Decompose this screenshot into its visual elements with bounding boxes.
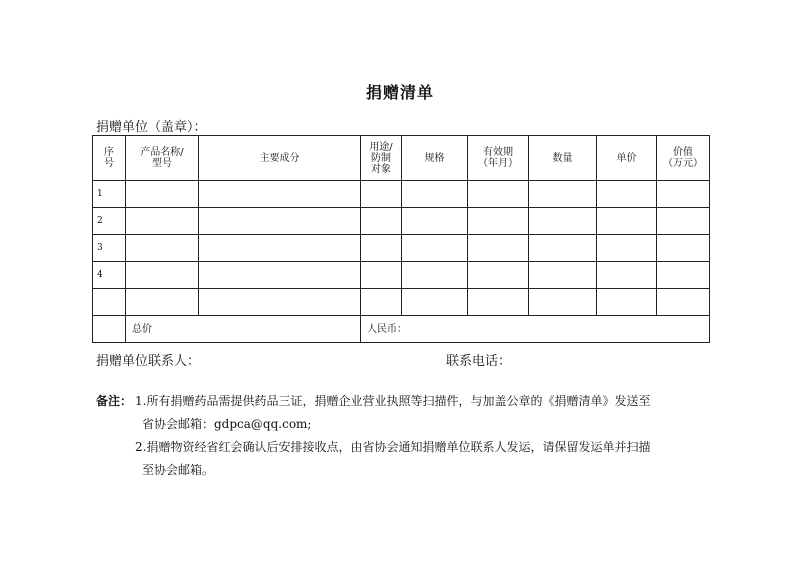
page-title: 捐赠清单 — [365, 83, 434, 102]
cell-ingredient[interactable] — [199, 208, 361, 235]
cell-unit-price[interactable] — [597, 262, 657, 289]
cell-quantity[interactable] — [529, 235, 597, 262]
cell-spec[interactable] — [402, 235, 468, 262]
cell-spec[interactable] — [402, 262, 468, 289]
cell-usage[interactable] — [361, 181, 402, 208]
header-ingredient: 主要成分 — [199, 136, 361, 181]
cell-expiry[interactable] — [468, 235, 529, 262]
cell-value[interactable] — [657, 181, 710, 208]
row-number: 3 — [93, 235, 126, 262]
row-number: 4 — [93, 262, 126, 289]
cell-expiry[interactable] — [468, 208, 529, 235]
cell-value[interactable] — [657, 208, 710, 235]
contact-person-label: 捐赠单位联系人： — [96, 354, 201, 369]
header-product: 产品名称/ 型号 — [126, 136, 199, 181]
cell-quantity[interactable] — [529, 262, 597, 289]
row-number — [93, 289, 126, 316]
contact-phone-label: 联系电话： — [446, 354, 512, 369]
notes-section — [96, 390, 716, 482]
donor-unit-label: 捐赠单位（盖章）： — [96, 120, 207, 135]
table-row — [93, 181, 710, 208]
header-unit-price: 单价 — [597, 136, 657, 181]
cell-quantity[interactable] — [529, 289, 597, 316]
cell-unit-price[interactable] — [597, 181, 657, 208]
cell-spec[interactable] — [402, 181, 468, 208]
cell-unit-price[interactable] — [597, 235, 657, 262]
cell-value[interactable] — [657, 235, 710, 262]
cell-usage[interactable] — [361, 289, 402, 316]
header-spec: 规格 — [402, 136, 468, 181]
total-label: 总价 — [126, 316, 361, 343]
cell-expiry[interactable] — [468, 262, 529, 289]
cell-product[interactable] — [126, 289, 199, 316]
cell-ingredient[interactable] — [199, 262, 361, 289]
table-row — [93, 235, 710, 262]
note-item: 1.所有捐赠药品需提供药品三证，捐赠企业营业执照等扫描件，与加盖公章的《捐赠清单》发送至 省协会邮箱：gdpca@qq.com; — [135, 394, 651, 431]
cell-usage[interactable] — [361, 262, 402, 289]
footer-blank-cell — [93, 316, 126, 343]
cell-quantity[interactable] — [529, 208, 597, 235]
cell-usage[interactable] — [361, 208, 402, 235]
table-row — [93, 262, 710, 289]
cell-spec[interactable] — [402, 208, 468, 235]
header-value: 价值 （万元） — [657, 136, 710, 181]
cell-product[interactable] — [126, 181, 199, 208]
cell-product[interactable] — [126, 262, 199, 289]
header-seq: 序 号 — [93, 136, 126, 181]
cell-value[interactable] — [657, 289, 710, 316]
table-row — [93, 289, 710, 316]
table-header-row — [93, 136, 710, 181]
contact-line — [96, 350, 716, 369]
rmb-total-field[interactable]: 人民币： — [361, 316, 710, 343]
cell-ingredient[interactable] — [199, 181, 361, 208]
cell-unit-price[interactable] — [597, 208, 657, 235]
table-row — [93, 208, 710, 235]
row-number: 1 — [93, 181, 126, 208]
header-expiry: 有效期 （年月） — [468, 136, 529, 181]
cell-expiry[interactable] — [468, 181, 529, 208]
cell-product[interactable] — [126, 235, 199, 262]
table-footer-row — [93, 316, 710, 343]
cell-ingredient[interactable] — [199, 289, 361, 316]
row-number: 2 — [93, 208, 126, 235]
header-usage: 用途/ 防制 对象 — [361, 136, 402, 181]
cell-unit-price[interactable] — [597, 289, 657, 316]
cell-quantity[interactable] — [529, 181, 597, 208]
notes-label: 备注： — [96, 394, 133, 408]
note-item: 2.捐赠物资经省红会确认后安排接收点，由省协会通知捐赠单位联系人发运，请保留发运单并扫描 至协会邮箱。 — [135, 440, 651, 477]
donation-table — [92, 135, 710, 343]
header-quantity: 数量 — [529, 136, 597, 181]
cell-ingredient[interactable] — [199, 235, 361, 262]
cell-expiry[interactable] — [468, 289, 529, 316]
cell-product[interactable] — [126, 208, 199, 235]
cell-spec[interactable] — [402, 289, 468, 316]
cell-value[interactable] — [657, 262, 710, 289]
cell-usage[interactable] — [361, 235, 402, 262]
